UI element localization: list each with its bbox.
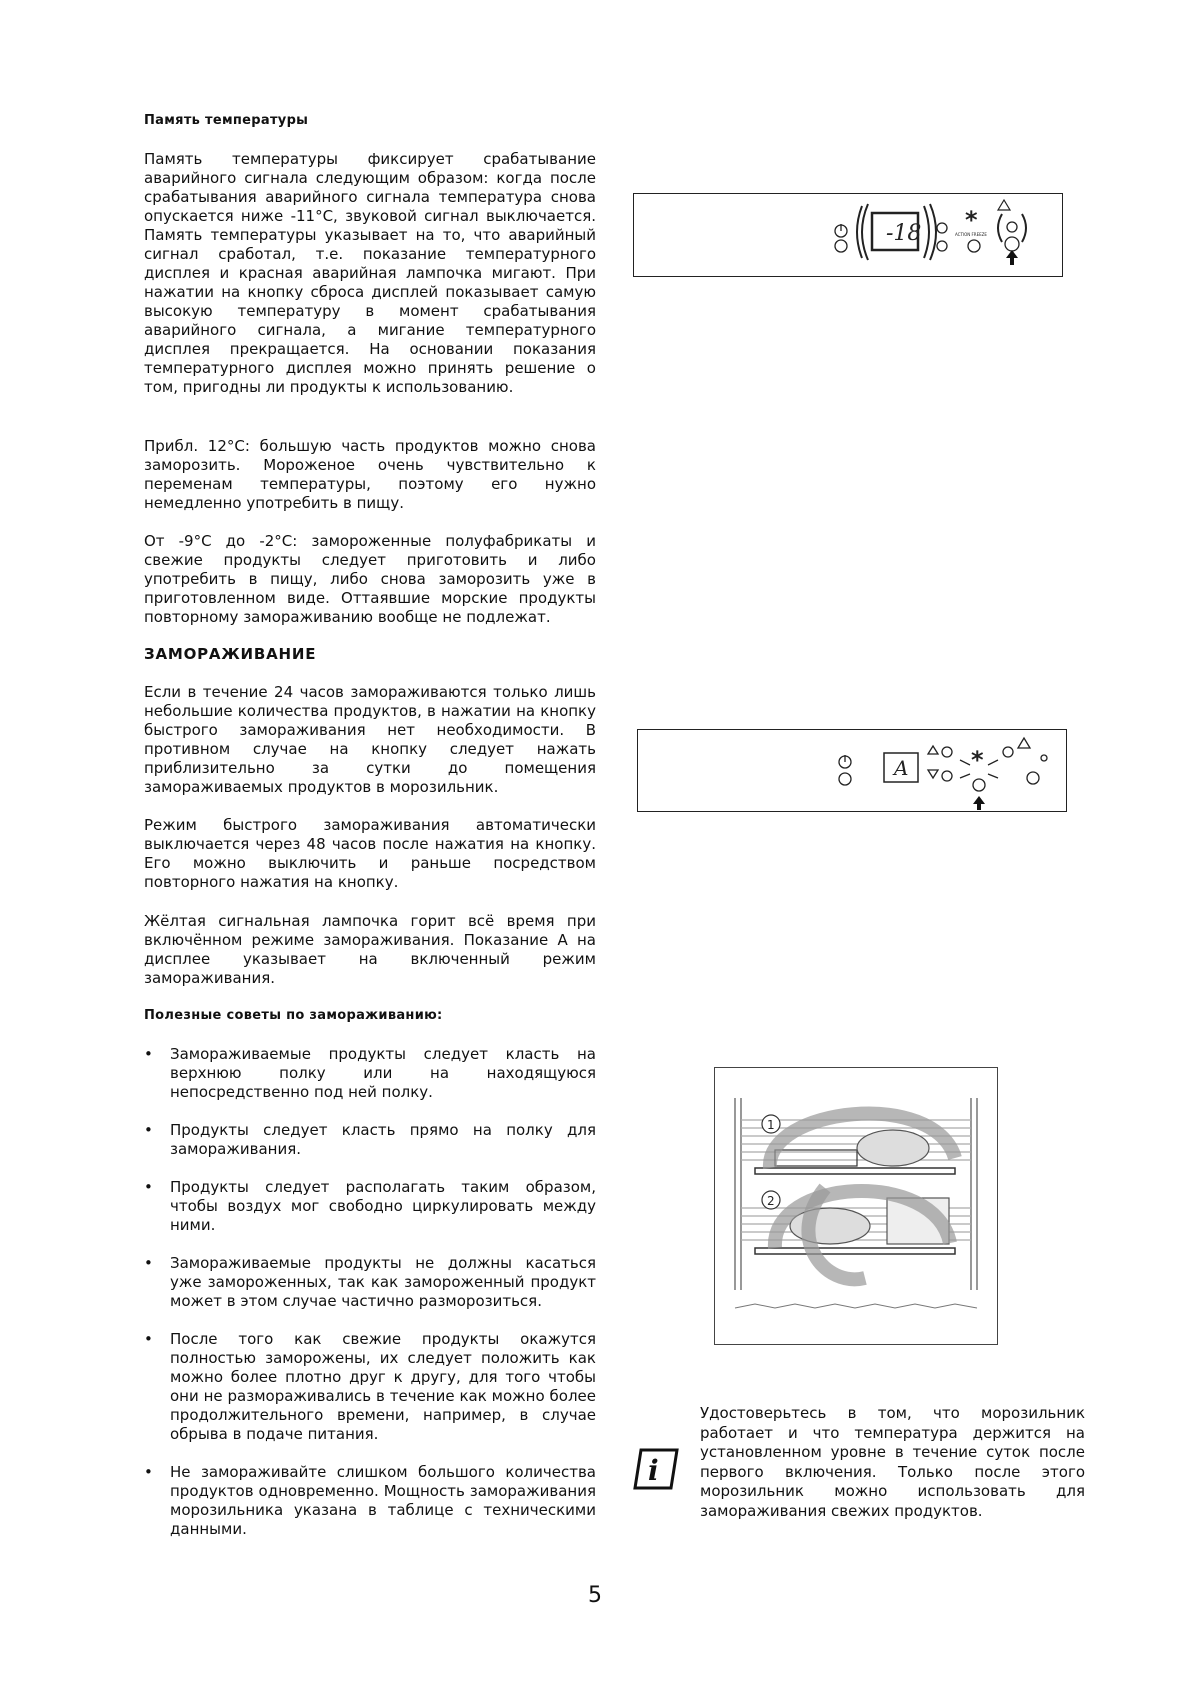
snowflake-icon: * [965, 206, 978, 234]
list-item: • Продукты следует располагать таким образом, чтобы воздух мог свободно циркулировать между ними. [144, 1178, 596, 1234]
freezing-paragraph-2: Режим быстрого замораживания автоматически выключается через 48 часов после нажатия на кнопку. Его можно выключить и раньше посредством повторного нажатия на кнопку. [144, 816, 596, 891]
memory-heading: Память температуры [144, 113, 309, 128]
control-panel-figure-1 [633, 193, 1063, 277]
freezer-shelf-illustration [714, 1067, 998, 1345]
freezing-paragraph-1: Если в течение 24 часов замораживаются только лишь небольшие количества продуктов, в нажатии на кнопку быстрого замораживания нет необходимости. В противном случае на кнопку следует нажать приблизительно за сутки до помещения замораживаемых продуктов в морозильник. [144, 683, 596, 796]
memory-paragraph-3: От -9°C до -2°C: замороженные полуфабрикаты и свежие продукты следует приготовить и либо употребить в пищу, либо снова заморозить уже в приготовленном виде. Оттаявшие морские продукты повторному замораживанию вообще не подлежат. [144, 532, 596, 626]
svg-text:i: i [648, 1454, 659, 1487]
info-note-text: Удостоверьтесь в том, что морозильник работает и что температура держится на установленном уровне в течение суток после первого включения. Только после этого морозильник можно использовать для замораживания свежих продуктов. [700, 1404, 1085, 1520]
action-freeze-label: ACTION FREEZE [955, 232, 987, 237]
shelf-2 [755, 1248, 955, 1254]
tips-heading: Полезные советы по замораживанию: [144, 1008, 443, 1023]
snowflake-icon: * [971, 746, 984, 774]
list-item: • Не замораживайте слишком большого количества продуктов одновременно. Мощность замораживания морозильника указана в таблице с техническими данными. [144, 1463, 596, 1538]
power-button-circle [835, 240, 847, 252]
tips-list [144, 1045, 596, 1558]
list-item: • После того как свежие продукты окажутся полностью заморожены, их следует положить как можно более плотно друг к другу, для того чтобы они не размораживались в течение как можно более продолжительного времени, например, в случае обрыва в подаче питания. [144, 1330, 596, 1443]
freezing-paragraph-3: Жёлтая сигнальная лампочка горит всё время при включённом режиме замораживания. Показание А на дисплее указывает на включенный режим замораживания. [144, 912, 596, 987]
page-number: 5 [588, 1583, 602, 1608]
freezing-heading: ЗАМОРАЖИВАНИЕ [144, 645, 317, 663]
control-panel-figure-2 [637, 729, 1067, 812]
list-item: • Продукты следует класть прямо на полку для замораживания. [144, 1121, 596, 1158]
display-value: -18 [886, 221, 922, 246]
arrow-up-icon [1010, 257, 1014, 265]
list-item: • Замораживаемые продукты не должны касаться уже замороженных, так как замороженный продукт может в этом случае частично разморозиться. [144, 1254, 596, 1310]
arrow-up-icon [977, 803, 981, 810]
shelf-label-1: 1 [767, 1118, 775, 1132]
list-item: • Замораживаемые продукты следует класть на верхнюю полку или на находящуюся непосредственно под ней полку. [144, 1045, 596, 1101]
food-item [857, 1130, 929, 1166]
memory-paragraph-1: Память температуры фиксирует срабатывание аварийного сигнала следующим образом: когда после срабатывания аварийного сигнала температура снова опускается ниже -11°C, звуковой сигнал выключается. Память температуры указывает на то, что аварийный сигнал сработал, т.е. показание температурного дисплея и красная аварийная лампочка мигают. При нажатии на кнопку сброса дисплей показывает самую высокую температуру в момент срабатывания аварийного сигнала, а мигание температурного дисплея прекращается. На основании показания температурного дисплея можно принять решение о том, пригодны ли продукты к использованию. [144, 150, 596, 396]
shelf-1 [755, 1168, 955, 1174]
memory-paragraph-2: Прибл. 12°C: большую часть продуктов можно снова заморозить. Мороженое очень чувствительно к переменам температуры, поэтому его нужно немедленно употребить в пищу. [144, 437, 596, 512]
info-icon [631, 1446, 681, 1492]
display-value: A [894, 756, 909, 780]
shelf-label-2: 2 [767, 1194, 775, 1208]
